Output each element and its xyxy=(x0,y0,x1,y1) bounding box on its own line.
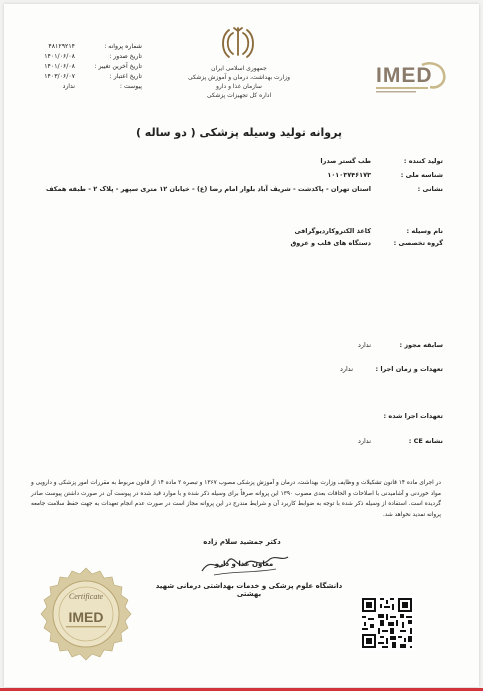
field-value: دستگاه های قلب و عروق xyxy=(290,239,371,247)
field-license-history xyxy=(23,340,443,350)
field-label: نشانه CE : xyxy=(408,437,443,445)
meta-label: پیوست : xyxy=(119,83,142,90)
field-value: ندارد xyxy=(357,437,371,445)
seal-text: Certificate xyxy=(68,592,104,601)
license-document xyxy=(4,4,479,687)
field-label: نام وسیله : xyxy=(406,227,443,235)
iran-emblem-icon xyxy=(221,25,255,61)
field-specialty-group xyxy=(23,238,443,248)
meta-value: ۱۴۰۳/۰۶/۰۷ xyxy=(44,73,75,80)
university-name: دانشگاه علوم پزشکی و خدمات بهداشتی درمانی شهید بهشتی xyxy=(155,582,343,598)
meta-row xyxy=(24,42,142,52)
meta-value: ۱۴۰۱/۰۶/۰۸ xyxy=(44,63,75,70)
meta-value: ۴۸۱۲۹۲۱۴ xyxy=(48,43,75,50)
field-label: نشانی : xyxy=(417,185,443,193)
field-manufacturer xyxy=(23,156,443,166)
meta-label: تاریخ آخرین تغییر : xyxy=(94,63,142,70)
field-label: سابقه مجوز : xyxy=(399,341,443,349)
field-label: تعهدات اجرا شده : xyxy=(383,412,443,420)
field-fulfilled-commitments xyxy=(23,411,443,421)
ministry-line: وزارت بهداشت، درمان و آموزش پزشکی xyxy=(187,74,291,81)
field-ce-mark xyxy=(23,436,443,446)
field-label: گروه تخصصی : xyxy=(393,239,443,247)
legal-paragraph: در اجرای ماده ۱۴ قانون تشکیلات و وظایف وزارت بهداشت، درمان و آموزش پزشکی مصوب ۱۳۶۷ و تبصره ۲ ماده ۱۴ از قانون مربوط به مقررات امور پزشکی و دارویی و مواد خوردنی و آشامیدنی با اصلاحات و الحاقات بعدی مصوب ۱۳۹۰ این پروانه صرفاً برای وسیله ذکر شده و با موارد قید شده در پیوست آن در صورت داشتن پیوست صادر گردیده است. استفاده از وسیله ذکر شده با توجه به ضوابط کاربرد آن و شرایط مندرج در این پروانه مجاز است در صورت عدم انجام تعهدات به جهت حفظ سلامت جامعه پروانه تمدید نخواهد شد. xyxy=(31,480,442,518)
meta-row xyxy=(24,82,142,92)
imed-logo-text: IMED xyxy=(376,64,433,87)
field-label: تعهدات و زمان اجرا : xyxy=(375,365,443,373)
imed-logo xyxy=(372,58,450,98)
seal-logo-text: IMED xyxy=(68,609,104,625)
meta-row xyxy=(24,72,142,82)
field-value: کاغذ الکتروکاردیوگرافی xyxy=(294,227,371,235)
field-commitments xyxy=(23,364,443,374)
ministry-line: جمهوری اسلامی ایران xyxy=(211,65,267,72)
ministry-line: اداره کل تجهیزات پزشکی xyxy=(206,92,272,99)
field-label: تولید کننده : xyxy=(403,157,443,165)
meta-label: تاریخ صدور : xyxy=(109,53,142,60)
ministry-header xyxy=(154,64,324,100)
field-value: ندارد xyxy=(357,341,371,349)
meta-label: تاریخ اعتبار : xyxy=(109,73,142,80)
field-value xyxy=(23,411,353,421)
document-title: پروانه تولید وسیله پزشکی ( دو ساله ) xyxy=(135,126,343,139)
field-address xyxy=(23,184,443,194)
signatory-name: دکتر جمشید سلام زاده xyxy=(203,538,281,546)
meta-value: ۱۴۰۱/۰۶/۰۸ xyxy=(44,53,75,60)
license-meta xyxy=(24,42,142,92)
field-value: ۱۰۱۰۳۷۴۶۱۷۳ xyxy=(327,171,371,179)
certificate-seal xyxy=(38,566,134,662)
field-value: استان تهران - پاکدشت - شریف آباد بلوار امام رضا (ع) - خیابان ۱۲ متری سپهر - پلاک ۲ - طبقه همکف xyxy=(45,185,371,193)
signatory-role: معاون غذا و دارو xyxy=(214,560,274,568)
field-value: ندارد xyxy=(339,365,353,373)
meta-row xyxy=(24,52,142,62)
field-national-id xyxy=(23,170,443,180)
meta-row xyxy=(24,62,142,72)
meta-label: شماره پروانه : xyxy=(104,43,142,50)
ministry-line: سازمان غذا و دارو xyxy=(216,83,262,90)
field-device-name xyxy=(23,226,443,236)
qr-code xyxy=(360,596,414,650)
field-label: شناسه ملی : xyxy=(400,171,443,179)
meta-value: ندارد xyxy=(62,83,75,90)
field-value: طب گستر صدرا xyxy=(320,157,371,165)
